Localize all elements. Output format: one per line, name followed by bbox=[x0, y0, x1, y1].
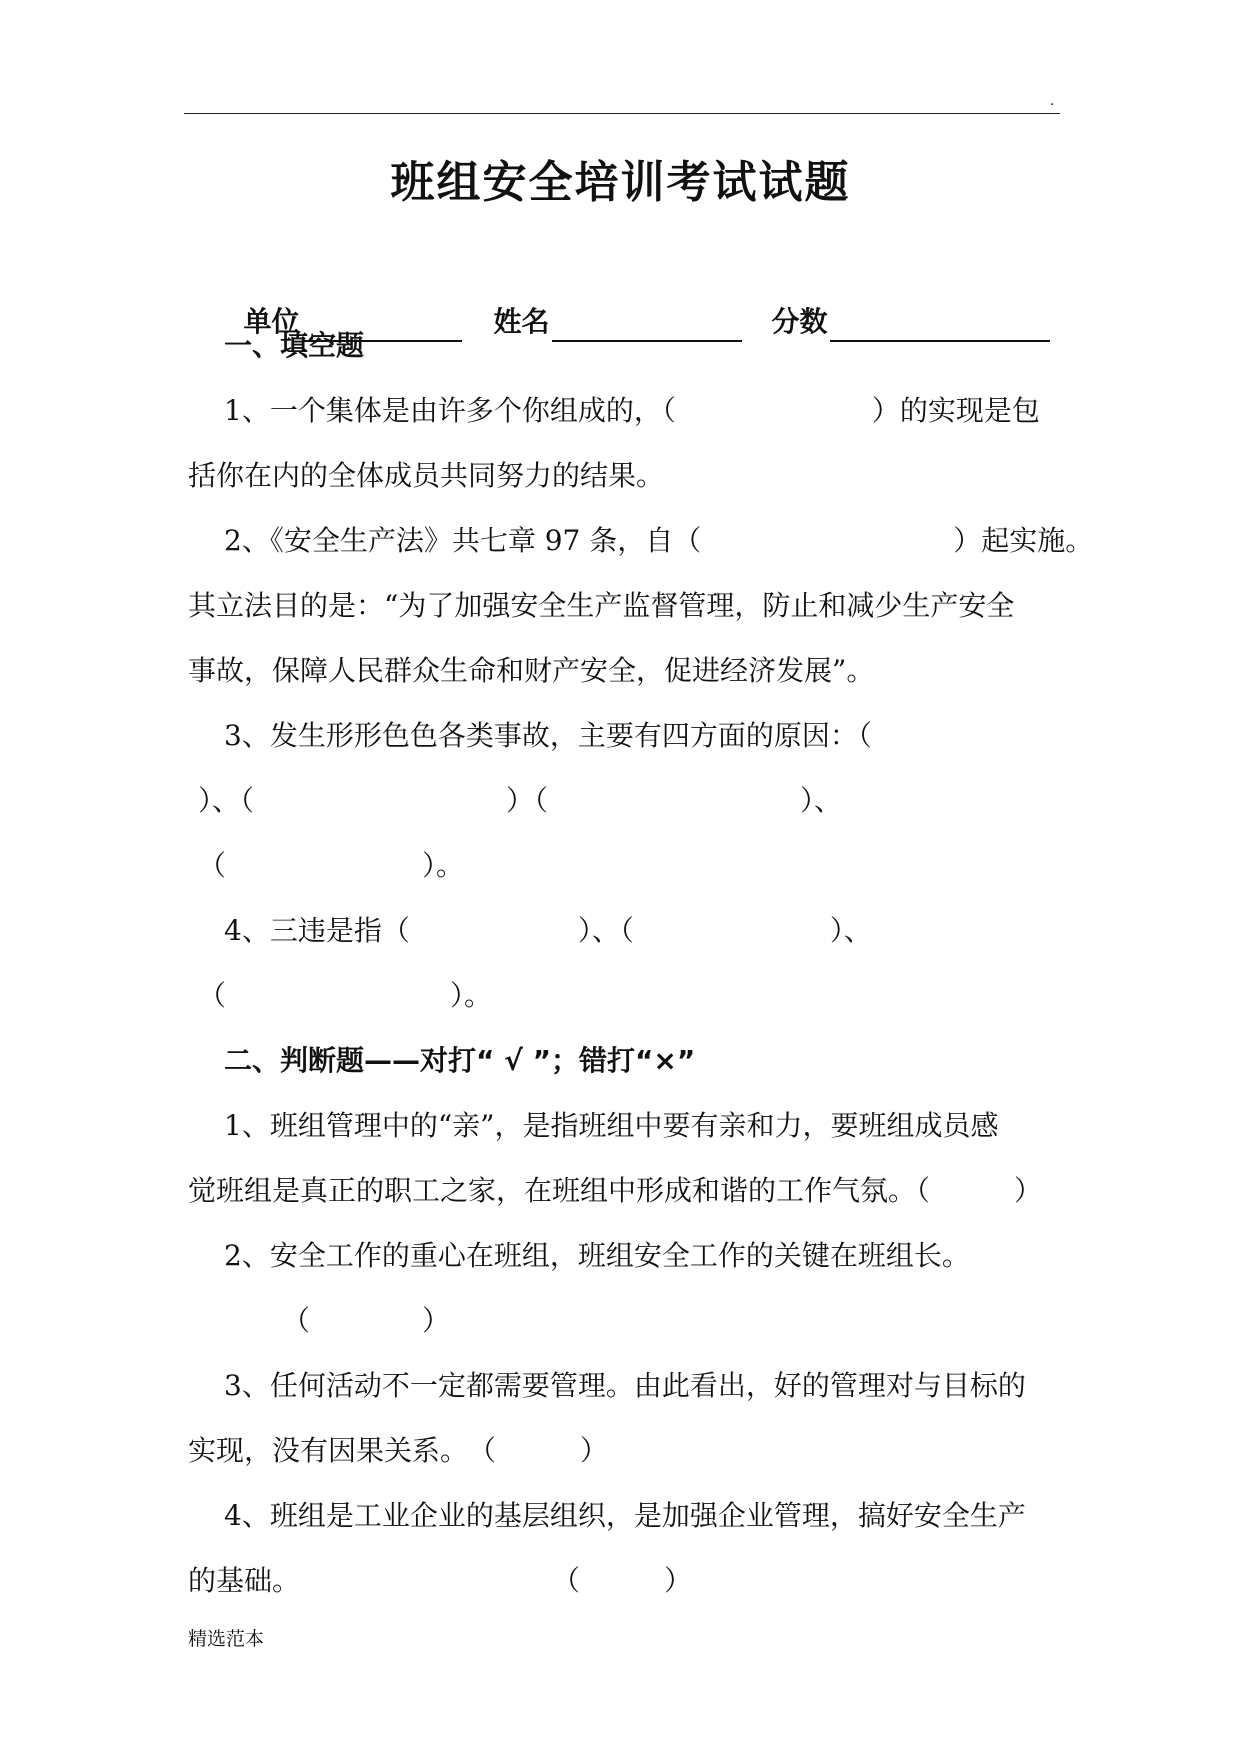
name-blank bbox=[552, 310, 742, 342]
name-label: 姓名 bbox=[493, 305, 550, 338]
s2-line-3: 2、安全工作的重心在班组，班组安全工作的关键在班组长。 bbox=[224, 1239, 970, 1272]
section2-heading: 二、判断题——对打“ √ ”；错打“×” bbox=[224, 1044, 696, 1077]
s2-line-1: 1、班组管理中的“亲”，是指班组中要有亲和力，要班组成员感 bbox=[224, 1109, 999, 1142]
s2-line-2: 觉班组是真正的职工之家，在班组中形成和谐的工作气氛。（ ） bbox=[188, 1174, 1043, 1207]
s2-line-4: （ ） bbox=[282, 1304, 451, 1337]
score-blank bbox=[830, 310, 1050, 342]
s1-line-10: （ ）。 bbox=[198, 979, 493, 1012]
s1-line-3: 2、《安全生产法》共七章 97 条，自（ ）起实施。 bbox=[224, 524, 1094, 557]
footer-text: 精选范本 bbox=[188, 1628, 265, 1650]
s2-line-8: 的基础。 （ ） bbox=[188, 1564, 693, 1597]
s2-line-6: 实现，没有因果关系。 （ ） bbox=[188, 1434, 609, 1467]
name-field bbox=[474, 262, 742, 342]
s2-line-7: 4、班组是工业企业的基层组织，是加强企业管理，搞好安全生产 bbox=[224, 1499, 1026, 1532]
s1-line-7: ）、（ ）（ ）、 bbox=[198, 784, 843, 817]
s1-line-1: 1、一个集体是由许多个你组成的，（ ）的实现是包 bbox=[224, 394, 1040, 427]
s2-line-5: 3、任何活动不一定都需要管理。由此看出，好的管理对与目标的 bbox=[224, 1369, 1026, 1402]
s1-line-6: 3、发生形形色色各类事故，主要有四方面的原因：（ bbox=[224, 719, 872, 752]
s1-line-8: （ ）。 bbox=[198, 849, 465, 882]
score-field bbox=[752, 262, 1050, 342]
header-mark: . bbox=[1050, 93, 1055, 109]
section1-heading: 一、填空题 bbox=[224, 329, 365, 362]
s1-line-9: 4、三违是指（ ）、（ ）、 bbox=[224, 914, 872, 947]
s1-line-4: 其立法目的是：“为了加强安全生产监督管理，防止和减少生产安全 bbox=[188, 589, 1015, 622]
header-rule bbox=[184, 113, 1060, 114]
s1-line-2: 括你在内的全体成员共同努力的结果。 bbox=[188, 459, 665, 492]
unit-label: 单位 bbox=[243, 305, 300, 338]
page-title: 班组安全培训考试试题 bbox=[390, 157, 851, 208]
score-label: 分数 bbox=[771, 305, 828, 338]
s1-line-5: 事故，保障人民群众生命和财产安全，促进经济发展”。 bbox=[188, 654, 875, 687]
